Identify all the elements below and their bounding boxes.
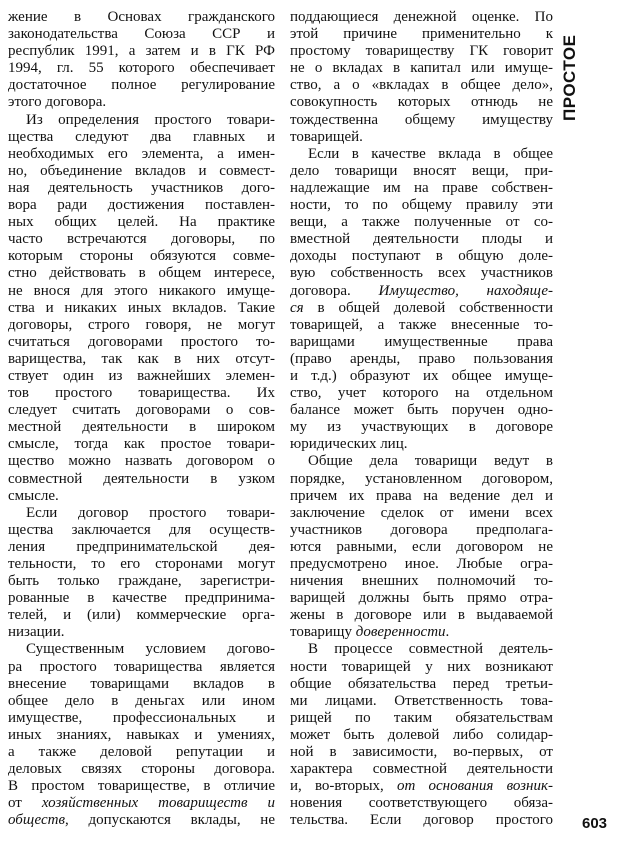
text-line: причем их права на ведение дел и: [290, 487, 553, 504]
text-line: ра простого товарищества является: [8, 658, 275, 675]
text-line: доходы поступают в общую доле-: [290, 248, 553, 265]
text-line: 1994, гл. 55 которого обеспечивает: [8, 60, 275, 77]
text-line: Общие дела товарищи ведут в: [308, 453, 553, 470]
text-line: и т.д.) образуют их общее имуще-: [290, 367, 553, 384]
text-line: ми лицами. Ответственность това-: [290, 692, 553, 709]
text-line: новения соответствующего обяза-: [290, 795, 553, 812]
italic-term: Имущество, находяще-: [378, 282, 553, 299]
text-column-right: [290, 9, 553, 830]
paragraph: [290, 9, 553, 146]
text-line: простому товариществу ГК говорит: [290, 43, 553, 60]
paragraph: [290, 453, 553, 641]
text-line: В процессе совместной деятель-: [308, 641, 553, 658]
text-line: [8, 795, 275, 812]
paragraph: [8, 641, 275, 829]
paragraph: [290, 641, 553, 829]
text-line: вместной деятельности плоды и: [290, 231, 553, 248]
text-line: вую собственность всех участников: [290, 265, 553, 282]
text-line: ства и никаких иных вкладов. Такие: [8, 299, 275, 316]
text-line: может быть долевой либо солидар-: [290, 726, 553, 743]
text-line: заключение сделок от имени всех: [290, 504, 553, 521]
text-line: часто встречаются договоры, по: [8, 231, 275, 248]
text-line: ной в зависимости, во-первых, от: [290, 744, 553, 761]
text-line: тельства. Если договор простого: [290, 812, 553, 829]
text-line: совместной деятельности в узком: [8, 470, 275, 487]
text-line: поддающиеся денежной оценке. По: [290, 9, 553, 25]
text-line: Если в качестве вклада в общее: [308, 145, 553, 162]
text-line: низации.: [8, 624, 65, 641]
text-line: Существенным условием догово-: [26, 641, 275, 658]
text-line: участников договора предполага-: [290, 521, 553, 538]
text-line: тождественна общему имуществу: [290, 111, 553, 128]
text-line: общие обязательства перед третьи-: [290, 675, 553, 692]
text-line: договоры, строго говоря, не могут: [8, 316, 275, 333]
text-line: необходимых его элемента, а имен-: [8, 145, 275, 162]
text-line: деловых связях стороны договора.: [8, 761, 275, 778]
text-line: законодательства Союза ССР и: [8, 26, 275, 43]
text-line: ления предпринимательской дея-: [8, 538, 275, 555]
text-line: рованные в качестве предпринима-: [8, 590, 275, 607]
text-segment: товарищу: [290, 624, 356, 641]
text-line: ности товарищей у них возникают: [290, 658, 553, 675]
text-line: юридических лиц.: [290, 436, 408, 453]
text-line: тельности, то его сторонами могут: [8, 556, 275, 572]
text-line: ности, то по общему правилу эти: [290, 197, 553, 214]
paragraph: [8, 9, 275, 112]
text-line: телей, и (или) коммерческие орга-: [8, 607, 275, 624]
text-line: но, объединение вкладов и совмест-: [8, 162, 275, 179]
text-line: стно действовать в общем интересе,: [8, 265, 275, 282]
text-line: смысле.: [8, 487, 59, 504]
italic-term: хозяйственных товариществ и: [41, 795, 276, 812]
text-line: вещи, а также полученные от со-: [290, 214, 553, 231]
text-line: ных общих целей. На практике: [8, 214, 275, 231]
text-line: варищами имущественные права: [290, 333, 553, 350]
text-line: му из участвующих в договоре: [290, 419, 553, 436]
text-segment: в общей долевой собственности: [303, 299, 553, 316]
text-line: следует считать договорами о сов-: [8, 402, 275, 419]
italic-term: обществ: [8, 812, 66, 829]
text-line: которым стороны обязуются совме-: [8, 248, 275, 265]
text-line: внесение товарищами вкладов в: [8, 675, 275, 692]
text-line: местной деятельности в широком: [8, 419, 275, 436]
text-line: В простом товариществе, в отличие: [8, 778, 275, 795]
text-line: щества заключается для осуществ-: [8, 521, 275, 538]
text-segment: договора.: [290, 282, 379, 299]
text-line: балансе может быть поручен одно-: [290, 402, 553, 419]
text-line: варищей должны быть прямо отра-: [290, 590, 553, 607]
text-line: считаться договорами простого то-: [8, 333, 275, 350]
text-line: ная деятельность участников дого-: [8, 179, 275, 196]
text-line: [290, 283, 553, 300]
text-line: имуществе, профессиональных и: [8, 709, 275, 726]
paragraph: [290, 146, 553, 454]
text-line: Из определения простого товари-: [26, 111, 275, 128]
text-line: ство, учет которого на отдельном: [290, 385, 553, 402]
text-segment: , допускаются вклады, не: [65, 812, 275, 829]
text-line: смысле, тогда как простое товари-: [8, 436, 275, 453]
text-line: жение в Основах гражданского: [8, 9, 275, 25]
text-line: ство, а о «вкладах в общее дело»,: [290, 77, 553, 94]
text-line: вора ради достижения поставлен-: [8, 197, 275, 214]
italic-term: от основания возник-: [396, 778, 553, 795]
text-line: не о вкладах в капитал или имуще-: [290, 60, 553, 77]
text-line: надлежащие им на праве собствен-: [290, 179, 553, 196]
italic-term: ся: [290, 299, 304, 316]
text-segment: и, во-вторых,: [290, 778, 397, 795]
text-line: достаточное полное регулирование: [8, 77, 275, 94]
text-line: щества следуют два главных и: [8, 128, 275, 145]
text-line: дело товарищи вносят вещи, при-: [290, 162, 553, 179]
text-line: этой причине применительно к: [290, 26, 553, 43]
text-line: иных знаниях, навыках и умениях,: [8, 726, 275, 743]
page-number: 603: [582, 815, 608, 832]
text-segment: от: [8, 795, 42, 812]
text-line: [290, 778, 553, 795]
italic-term: доверенности: [355, 624, 446, 641]
text-line: ствует один из важнейших элемен-: [8, 367, 275, 384]
text-segment: .: [445, 624, 450, 641]
paragraph: [8, 112, 275, 505]
text-line: товарищей, а также внесенные то-: [290, 316, 553, 333]
text-line: жены в договоре или в выдаваемой: [290, 607, 553, 624]
text-line: [290, 624, 553, 641]
text-line: а также деловой репутации и: [8, 744, 275, 761]
text-line: общее дело в деньгах или ином: [8, 692, 275, 709]
text-line: ются равными, если договором не: [290, 538, 553, 555]
text-line: этого договора.: [8, 94, 107, 111]
text-line: Если договор простого товари-: [26, 504, 275, 521]
text-line: совокупность которых отнюдь не: [290, 94, 553, 111]
text-line: характера совместной деятельности: [290, 761, 553, 778]
text-line: тов простого товарищества. Их: [8, 385, 275, 402]
text-line: не внося для этого никакого имуще-: [8, 282, 275, 299]
text-line: товарищей.: [290, 128, 363, 145]
text-line: (право аренды, право пользования: [290, 350, 553, 367]
text-column-left: [8, 9, 275, 830]
text-line: [8, 812, 275, 829]
text-line: рищей по таким обязательствам: [290, 709, 553, 726]
section-side-label: ПРОСТОЕ: [560, 34, 579, 121]
text-line: щество можно назвать договором о: [8, 453, 275, 470]
text-line: порядке, установленном договором,: [290, 470, 553, 487]
text-line: предусмотрено иное. Любые огра-: [290, 556, 553, 572]
text-line: [290, 300, 553, 317]
text-line: ничения внешних полномочий то-: [290, 573, 553, 590]
text-line: быть только граждане, зарегистри-: [8, 573, 275, 590]
paragraph: [8, 505, 275, 642]
text-line: республик 1991, а затем и в ГК РФ: [8, 43, 275, 60]
text-line: варищества, так как в них отсут-: [8, 350, 275, 367]
